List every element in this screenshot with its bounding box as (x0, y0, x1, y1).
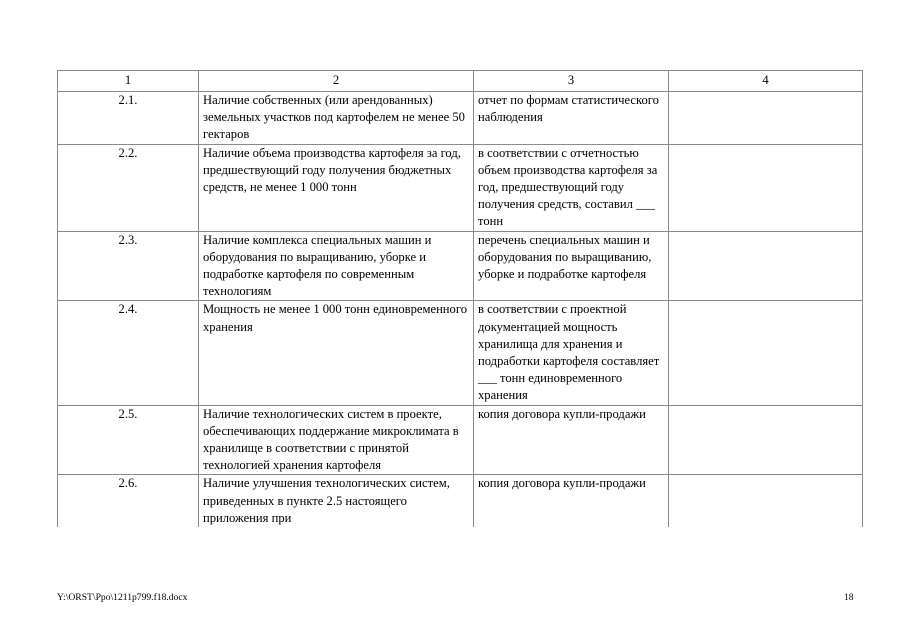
note-cell (669, 405, 863, 475)
requirements-table (57, 70, 863, 527)
footer-page-number: 18 (844, 592, 854, 603)
criterion-cell: Мощность не менее 1 000 тонн единовременного хранения (199, 301, 474, 405)
table-row (58, 231, 863, 301)
criterion-cell: Наличие объема производства картофеля за год, предшествующий году получения бюджетных средств, не менее 1 000 тонн (199, 144, 474, 231)
row-number (58, 475, 199, 528)
confirmation-cell: отчет по формам статистического наблюдения (474, 92, 669, 145)
row-number: 2.1. (58, 92, 199, 145)
row-number: 2.2. (58, 144, 199, 231)
row-number-text: 2.6. (118, 476, 138, 491)
note-cell (669, 92, 863, 145)
confirmation-cell: в соответствии с отчетностью объем производства картофеля за год, предшествующий году получения средств, составил ___ тонн (474, 144, 669, 231)
confirmation-cell: копия договора купли-продажи (474, 405, 669, 475)
row-number: 2.3. (58, 231, 199, 301)
table-row (58, 475, 863, 528)
note-cell (669, 231, 863, 301)
criterion-cell: Наличие технологических систем в проекте, обеспечивающих поддержание микроклимата в хранилище в соответствии с принятой технологией хранения картофеля (199, 405, 474, 475)
note-cell (669, 301, 863, 405)
table-row (58, 92, 863, 145)
criterion-cell: Наличие комплекса специальных машин и оборудования по выращиванию, уборке и подработке картофеля по современным технологиям (199, 231, 474, 301)
confirmation-cell: в соответствии с проектной документацией мощность хранилища для хранения и подработки картофеля составляет ___ тонн единовременного хранения (474, 301, 669, 405)
column-header-4: 4 (669, 71, 863, 92)
table-row (58, 301, 863, 405)
confirmation-cell (474, 475, 669, 528)
table-row (58, 144, 863, 231)
column-header-1: 1 (58, 71, 199, 92)
row-number: 2.4. (58, 301, 199, 405)
criterion-text: Наличие улучшения технологических систем, приведенных в пункте 2.5 настоящего приложения при (203, 476, 450, 525)
table-header-row (58, 71, 863, 92)
footer-file-path: Y:\ORST\Ppo\1211p799.f18.docx (57, 592, 188, 603)
column-header-3: 3 (474, 71, 669, 92)
confirmation-cell: перечень специальных машин и оборудования по выращиванию, уборке и подработке картофеля (474, 231, 669, 301)
confirmation-text: копия договора купли-продажи (478, 476, 646, 491)
table-row (58, 405, 863, 475)
note-cell (669, 475, 863, 528)
note-text (673, 475, 858, 527)
criterion-cell (199, 475, 474, 528)
note-cell (669, 144, 863, 231)
column-header-2: 2 (199, 71, 474, 92)
criterion-cell: Наличие собственных (или арендованных) земельных участков под картофелем не менее 50 гектаров (199, 92, 474, 145)
row-number: 2.5. (58, 405, 199, 475)
